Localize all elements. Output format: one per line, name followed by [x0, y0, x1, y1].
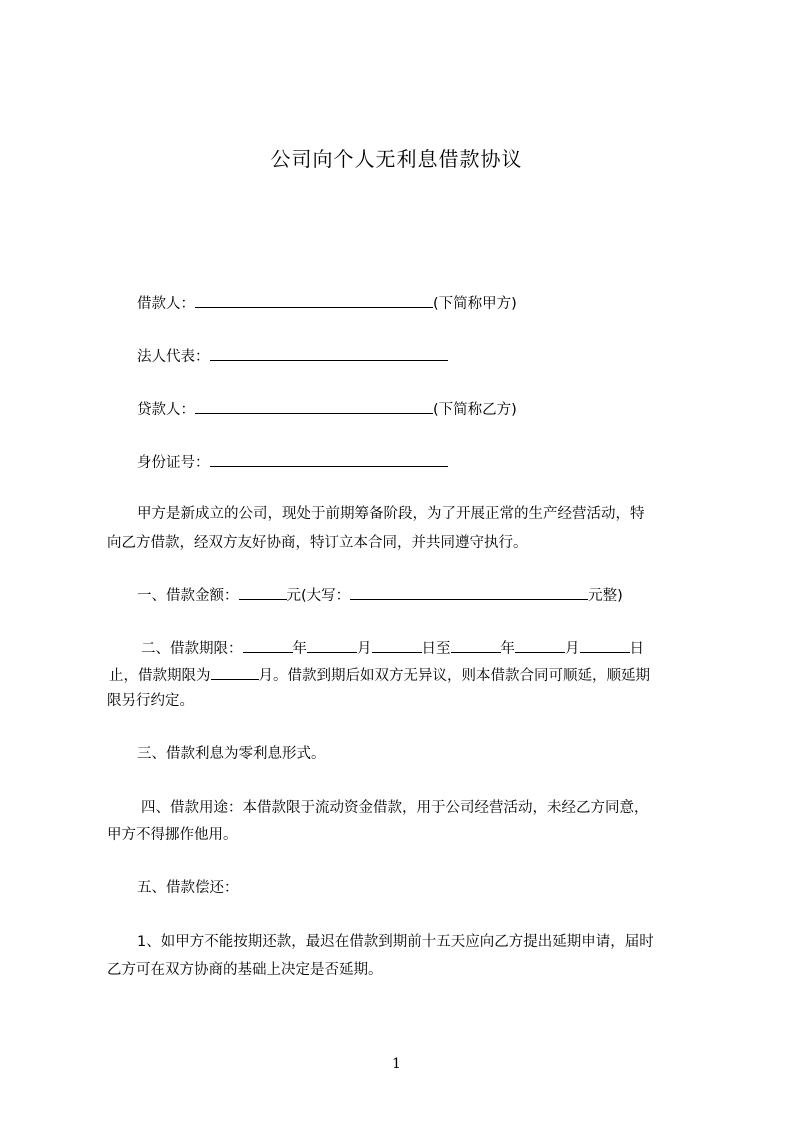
end-month-blank[interactable]	[515, 637, 565, 653]
section-2-term-line-3: 限另行约定。	[107, 693, 194, 709]
section-5-repayment: 五、借款偿还：	[137, 880, 239, 896]
id-number-blank[interactable]	[210, 451, 448, 467]
start-month-blank[interactable]	[307, 637, 357, 653]
intro-line-2: 向乙方借款，经双方友好协商，特订立本合同，并共同遵守执行。	[107, 535, 528, 551]
document-title: 公司向个人无利息借款协议	[270, 147, 523, 171]
amount-suffix: 元整)	[588, 588, 623, 604]
start-day-blank[interactable]	[372, 637, 422, 653]
lender-line	[137, 398, 517, 420]
section-4-purpose-line-2: 甲方不得挪作他用。	[107, 827, 238, 843]
borrower-suffix: (下简称甲方)	[433, 296, 517, 312]
start-day-label: 日至	[421, 641, 451, 657]
borrower-line	[137, 292, 517, 314]
section-2-term-line-1	[141, 637, 644, 659]
start-year-blank[interactable]	[243, 637, 293, 653]
section-1-amount	[137, 584, 623, 606]
borrower-blank[interactable]	[195, 292, 433, 308]
clause-1-line-2: 乙方可在双方协商的基础上决定是否延期。	[107, 962, 383, 978]
legal-rep-blank[interactable]	[210, 345, 448, 361]
amount-blank[interactable]	[239, 584, 287, 600]
section-2-term-line-2	[109, 664, 650, 686]
borrower-label: 借款人：	[137, 296, 195, 312]
legal-rep-line	[137, 345, 448, 367]
lender-blank[interactable]	[195, 398, 433, 414]
id-number-label: 身份证号：	[137, 455, 210, 471]
legal-rep-label: 法人代表：	[137, 349, 210, 365]
amount-yuan-label: 元(大写：	[286, 588, 351, 604]
intro-line-1: 甲方是新成立的公司，现处于前期筹备阶段，为了开展正常的生产经营活动，特	[137, 506, 645, 522]
amount-label: 一、借款金额：	[137, 588, 239, 604]
clause-1-line-1: 1、如甲方不能按期还款，最迟在借款到期前十五天应向乙方提出延期申请，届时	[137, 934, 654, 950]
term-extension-text: 月。借款到期后如双方无异议，则本借款合同可顺延，顺延期	[258, 668, 650, 684]
end-year-blank[interactable]	[451, 637, 501, 653]
start-year-label: 年	[292, 641, 307, 657]
lender-label: 贷款人：	[137, 402, 195, 418]
end-month-label: 月	[565, 641, 580, 657]
term-label: 二、借款期限：	[141, 641, 243, 657]
amount-words-blank[interactable]	[350, 584, 588, 600]
id-number-line	[137, 451, 448, 473]
page-number: 1	[392, 1056, 401, 1072]
term-months-blank[interactable]	[211, 664, 259, 680]
end-day-blank[interactable]	[580, 637, 630, 653]
end-year-label: 年	[500, 641, 515, 657]
section-3-interest: 三、借款利息为零利息形式。	[137, 746, 326, 762]
start-month-label: 月	[357, 641, 372, 657]
term-period-label: 止，借款期限为	[109, 668, 211, 684]
section-4-purpose-line-1: 四、借款用途：本借款限于流动资金借款，用于公司经营活动，未经乙方同意，	[141, 800, 649, 816]
lender-suffix: (下简称乙方)	[433, 402, 517, 418]
end-day-label: 日	[629, 641, 644, 657]
